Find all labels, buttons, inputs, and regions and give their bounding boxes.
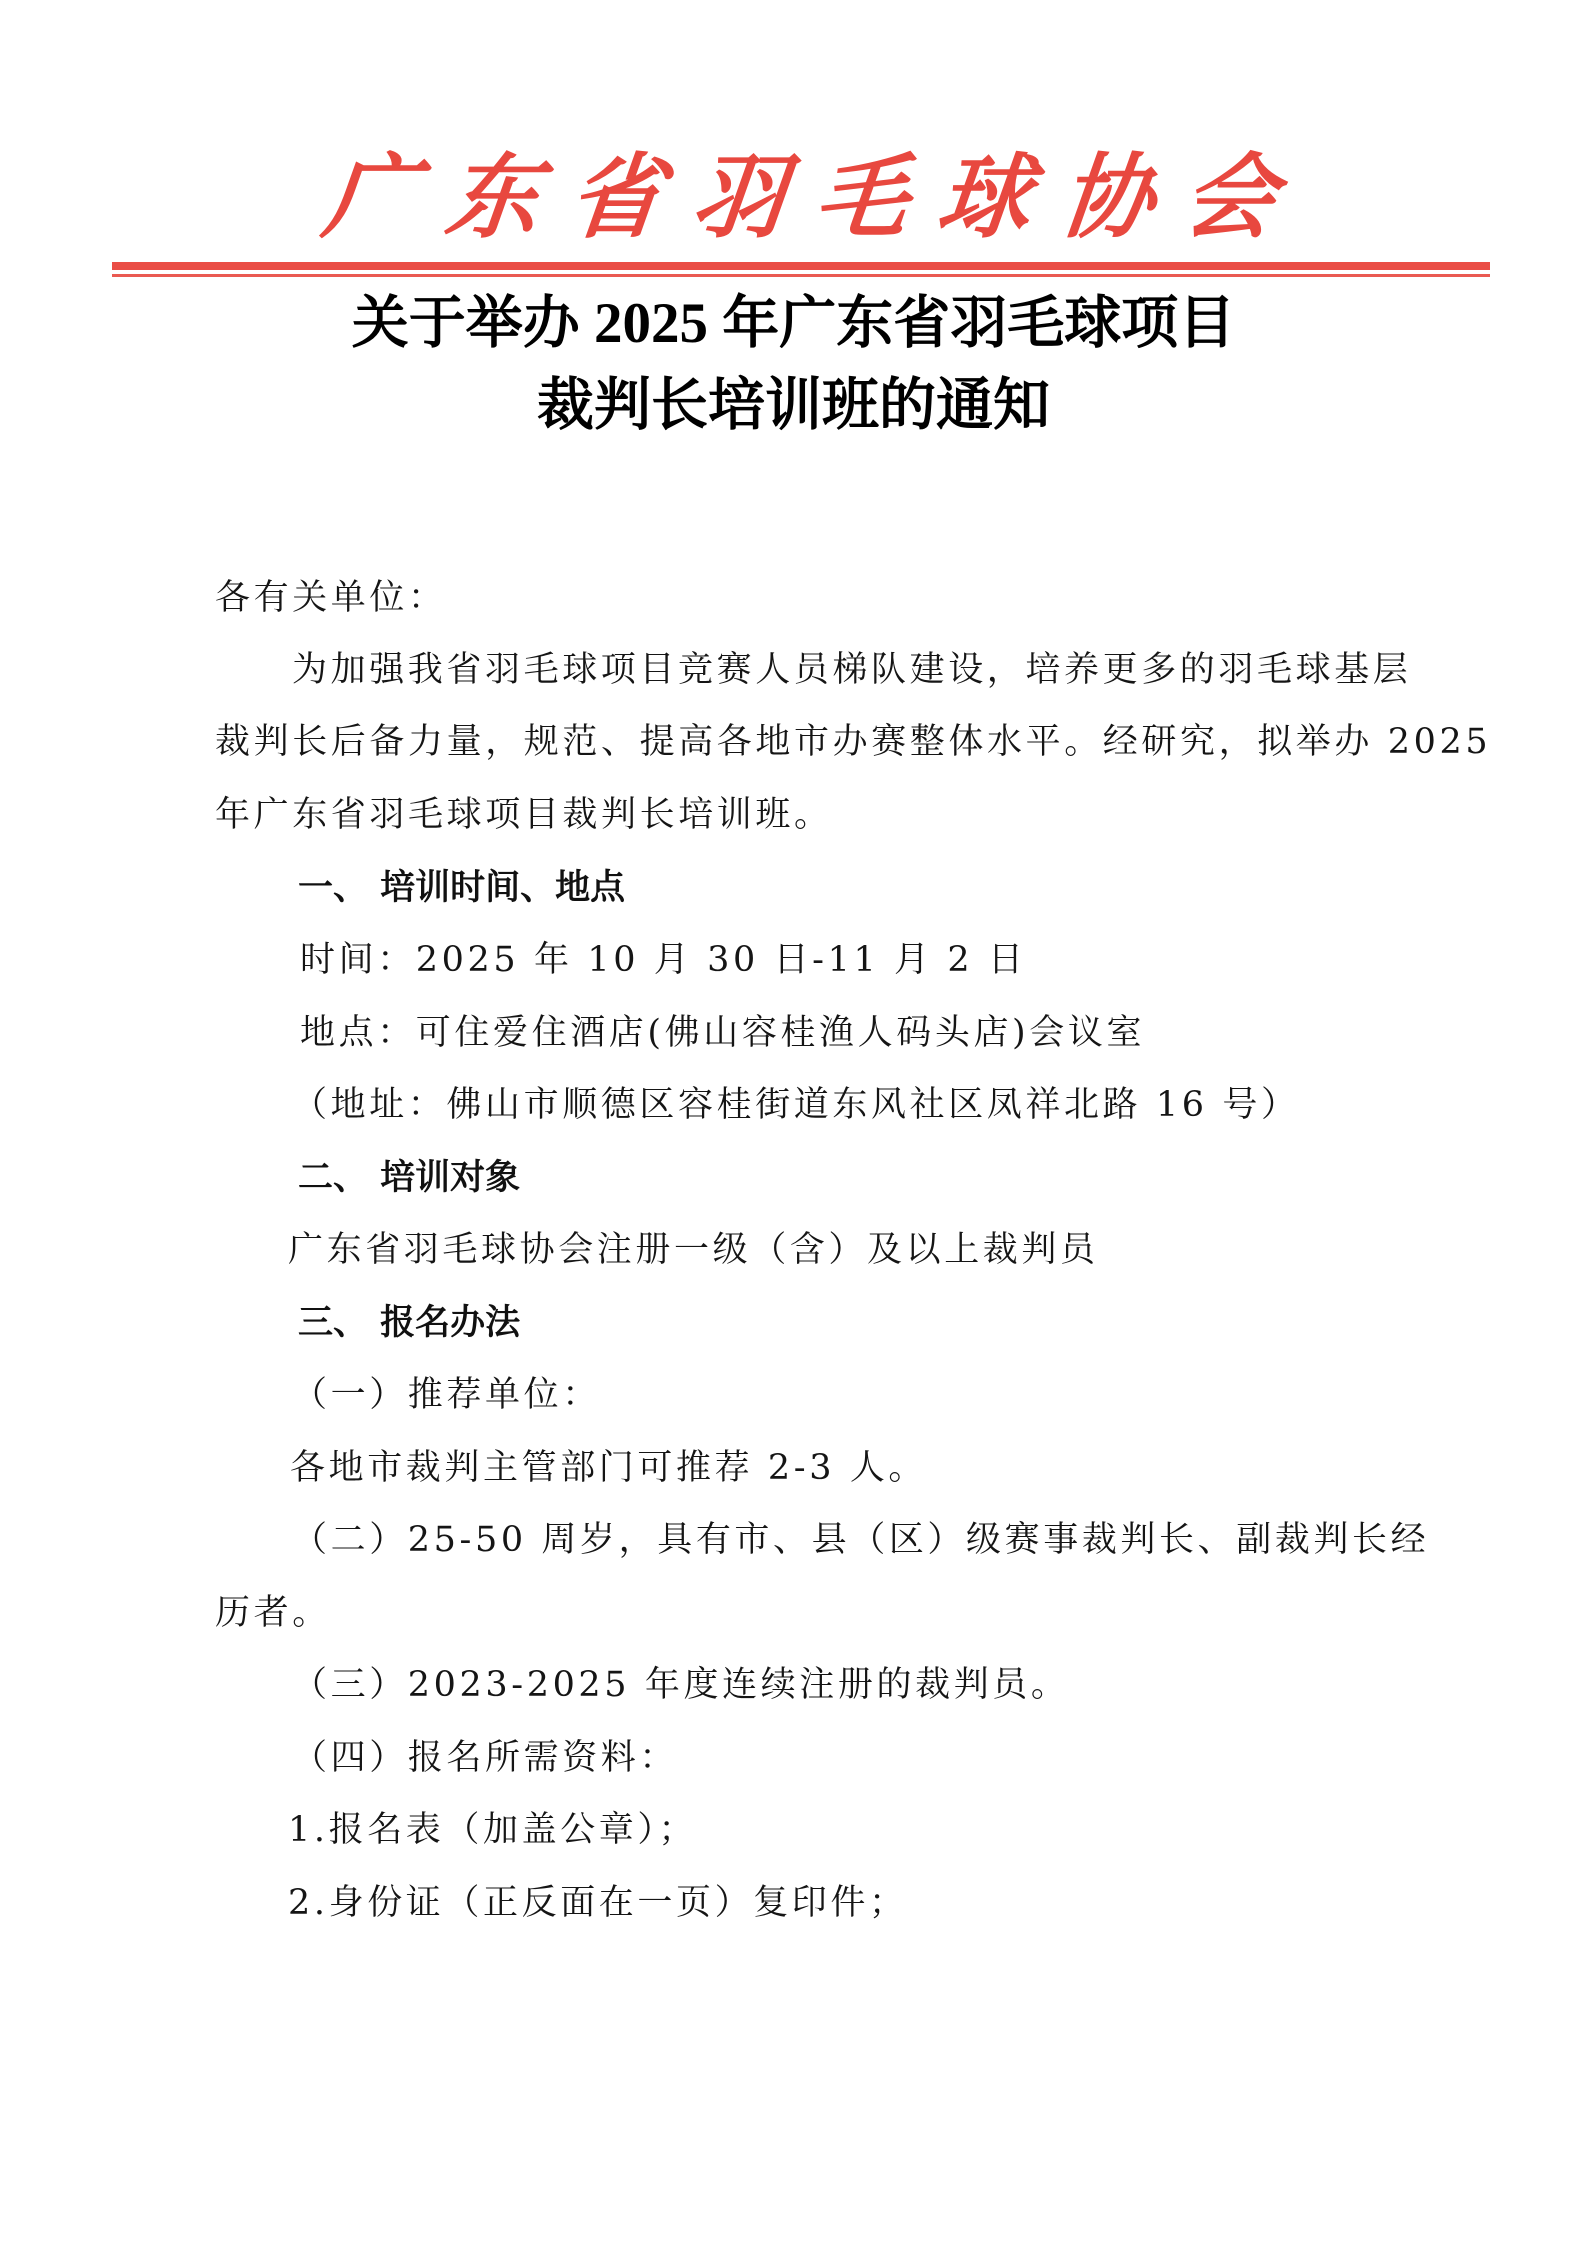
org-char: 会 [1178,143,1282,251]
salutation: 各有关单位： [215,578,447,618]
organization-name [314,140,1286,255]
section-heading-time-location: 一、 培训时间、地点 [298,868,626,908]
registration-item: 历者。 [215,1593,331,1633]
section-heading-target: 二、 培训对象 [298,1158,521,1198]
intro-paragraph-line: 裁判长后备力量，规范、提高各地市办赛整体水平。经研究，拟举办 2025 [215,722,1492,762]
training-location: 地点：可住爱住酒店(佛山容桂渔人码头店)会议室 [300,1013,1146,1053]
required-document: 2.身份证（正反面在一页）复印件； [288,1883,908,1923]
letterhead [0,140,1587,255]
intro-paragraph-line: 为加强我省羽毛球项目竞赛人员梯队建设，培养更多的羽毛球基层 [292,650,1412,690]
training-time: 时间：2025 年 10 月 30 日-11 月 2 日 [300,940,1027,980]
org-char: 协 [1055,143,1159,251]
org-char: 羽 [686,143,791,251]
training-target: 广东省羽毛球协会注册一级（含）及以上裁判员 [288,1230,1099,1270]
registration-item: （二）25-50 周岁，具有市、县（区）级赛事裁判长、副裁判长经 [292,1520,1430,1560]
section-heading-registration: 三、 报名办法 [298,1303,521,1343]
intro-paragraph-line: 年广东省羽毛球项目裁判长培训班。 [215,795,833,835]
registration-item: （一）推荐单位： [292,1375,601,1415]
registration-item: （四）报名所需资料： [292,1738,679,1778]
org-char: 毛 [809,143,914,251]
registration-item: （三）2023-2025 年度连续注册的裁判员。 [292,1665,1070,1705]
letterhead-rule-thick [112,262,1490,270]
document-title-line-1: 关于举办 2025 年广东省羽毛球项目 [351,292,1236,355]
registration-item: 各地市裁判主管部门可推荐 2-3 人。 [290,1448,928,1488]
org-char: 省 [564,143,668,251]
org-char: 东 [441,143,545,251]
org-char: 广 [318,143,422,251]
training-address: （地址：佛山市顺德区容桂街道东风社区凤祥北路 16 号） [292,1085,1300,1125]
org-char: 球 [932,143,1036,251]
document-title-line-2: 裁判长培训班的通知 [537,374,1050,437]
required-document: 1.报名表（加盖公章）； [288,1810,698,1850]
letterhead-rule-thin [112,274,1490,277]
